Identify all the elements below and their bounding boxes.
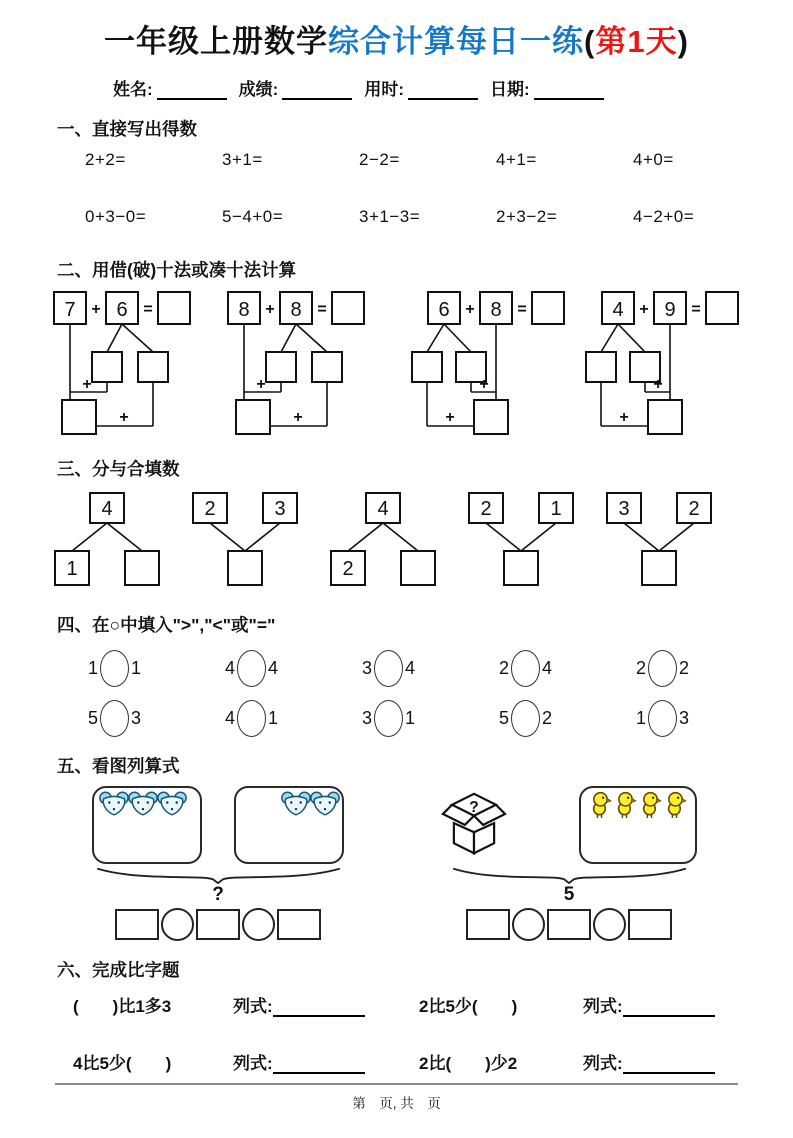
mice-pictures [92, 786, 344, 864]
compare-circle[interactable] [511, 700, 540, 737]
svg-text:+: + [479, 376, 489, 393]
svg-text:1: 1 [550, 498, 562, 520]
score-field: 成绩: [239, 75, 353, 100]
title-grade-part: 一年级上册数学 [104, 24, 329, 59]
svg-text:2: 2 [688, 498, 700, 520]
compare-circle[interactable] [374, 700, 403, 737]
mouse-icon [98, 791, 130, 816]
svg-text:+: + [639, 301, 649, 318]
formula-field: 列式: [233, 992, 419, 1017]
section4-row1 [0, 649, 793, 687]
number-split-diagram-3 [318, 489, 448, 594]
ten-method-diagram-3 [398, 288, 568, 438]
compare-item: 5 3 [88, 699, 225, 737]
compare-item: 4 1 [225, 699, 362, 737]
curly-brace [95, 867, 342, 884]
svg-text:+: + [293, 409, 303, 426]
compare-word-problem: 2比5少( ) [419, 997, 518, 1016]
score-blank[interactable] [282, 84, 352, 100]
svg-text:9: 9 [664, 299, 676, 321]
formula-field: 列式: [583, 1049, 778, 1074]
svg-text:4: 4 [101, 498, 113, 520]
expression: 5−4+0= [222, 207, 284, 226]
chick-icon [639, 791, 662, 818]
mice-group-1 [92, 786, 202, 864]
compare-circle[interactable] [511, 650, 540, 687]
compare-circle[interactable] [237, 700, 266, 737]
svg-text:2: 2 [204, 498, 216, 520]
chick-icon [664, 791, 687, 818]
formula-field: 列式: [233, 1049, 419, 1074]
section3-heading: 三、分与合填数 [57, 459, 180, 479]
operator-circle[interactable] [242, 908, 275, 941]
expression: 2+2= [85, 150, 126, 169]
equation-blanks [114, 908, 322, 941]
expression: 4+1= [496, 150, 537, 169]
section2-diagrams [0, 288, 793, 438]
svg-text:3: 3 [274, 498, 286, 520]
formula-blank[interactable] [623, 1058, 715, 1074]
answer-square[interactable] [628, 909, 672, 940]
picture-problem-mice [92, 786, 344, 941]
ten-method-diagram-2 [224, 288, 394, 438]
picture-problem-chicks [440, 786, 698, 941]
title-paren-close: ) [677, 24, 689, 59]
compare-item: 5 2 [499, 699, 636, 737]
expression: 4+0= [633, 150, 674, 169]
section4-row2 [0, 699, 793, 737]
svg-text:8: 8 [290, 299, 302, 321]
title-paren-open: ( [584, 24, 596, 59]
curly-brace [451, 867, 688, 884]
number-merge-diagram-5 [594, 489, 724, 594]
compare-circle[interactable] [100, 650, 129, 687]
total-label: 5 [563, 884, 575, 905]
compare-word-problem: ( )比1多3 [73, 997, 172, 1016]
name-field: 姓名: [113, 75, 227, 100]
section3-diagrams [0, 489, 793, 594]
compare-circle[interactable] [648, 650, 677, 687]
svg-text:2: 2 [480, 498, 492, 520]
section1-row1 [0, 150, 793, 170]
chick-icon [589, 791, 612, 818]
compare-item: 2 2 [636, 649, 773, 687]
section6-heading: 六、完成比字题 [57, 960, 180, 980]
answer-square[interactable] [547, 909, 591, 940]
expression: 3+1= [222, 150, 263, 169]
answer-square[interactable] [466, 909, 510, 940]
svg-text:6: 6 [116, 299, 128, 321]
page-title [0, 16, 793, 61]
compare-item: 4 4 [225, 649, 362, 687]
expression: 0+3−0= [85, 207, 147, 226]
time-blank[interactable] [408, 84, 478, 100]
ten-method-diagram-1 [50, 288, 220, 438]
expression: 2−2= [359, 150, 400, 169]
compare-item: 1 1 [88, 649, 225, 687]
svg-text:=: = [317, 301, 327, 318]
compare-circle[interactable] [237, 650, 266, 687]
compare-circle[interactable] [100, 700, 129, 737]
mouse-icon [127, 791, 159, 816]
svg-text:+: + [445, 409, 455, 426]
operator-circle[interactable] [593, 908, 626, 941]
name-blank[interactable] [157, 84, 227, 100]
svg-text:3: 3 [618, 498, 630, 520]
number-split-diagram-1 [42, 489, 172, 594]
chick-group [579, 786, 697, 864]
svg-text:1: 1 [66, 558, 78, 580]
answer-square[interactable] [196, 909, 240, 940]
equation-blanks [465, 908, 673, 941]
svg-text:8: 8 [490, 299, 502, 321]
footer-divider [55, 1083, 738, 1085]
svg-text:+: + [119, 409, 129, 426]
expression: 3+1−3= [359, 207, 421, 226]
chick-icon [614, 791, 637, 818]
compare-item: 1 3 [636, 699, 773, 737]
svg-text:?: ? [469, 799, 479, 817]
operator-circle[interactable] [161, 908, 194, 941]
date-field: 日期: [490, 75, 604, 100]
formula-blank[interactable] [273, 1001, 365, 1017]
svg-text:=: = [691, 301, 701, 318]
answer-square[interactable] [115, 909, 159, 940]
info-row [0, 75, 793, 100]
section2-heading: 二、用借(破)十法或凑十法计算 [57, 260, 297, 280]
operator-circle[interactable] [512, 908, 545, 941]
mouse-icon [309, 791, 341, 816]
compare-item: 2 4 [499, 649, 636, 687]
svg-text:6: 6 [438, 299, 450, 321]
page-number-text: 第 页, 共 页 [352, 1096, 441, 1111]
svg-text:+: + [465, 301, 475, 318]
page-footer [0, 1083, 793, 1112]
section1-row2 [0, 207, 793, 227]
number-merge-diagram-2 [180, 489, 310, 594]
svg-text:+: + [82, 376, 92, 393]
formula-field: 列式: [583, 992, 778, 1017]
svg-text:8: 8 [238, 299, 250, 321]
total-label: ? [212, 884, 224, 905]
formula-blank[interactable] [273, 1058, 365, 1074]
number-merge-diagram-4 [456, 489, 586, 594]
svg-text:7: 7 [64, 299, 76, 321]
svg-text:+: + [256, 376, 266, 393]
compare-item: 3 4 [362, 649, 499, 687]
title-topic-part: 综合计算每日一练 [328, 24, 585, 59]
svg-text:+: + [91, 301, 101, 318]
compare-word-problem: 2比( )少2 [419, 1054, 518, 1073]
answer-square[interactable] [277, 909, 321, 940]
date-blank[interactable] [534, 84, 604, 100]
section1-heading: 一、直接写出得数 [57, 119, 197, 139]
formula-blank[interactable] [623, 1001, 715, 1017]
compare-item: 3 1 [362, 699, 499, 737]
time-field: 用时: [364, 75, 478, 100]
svg-text:4: 4 [377, 498, 389, 520]
compare-circle[interactable] [648, 700, 677, 737]
compare-word-problem: 4比5少( ) [73, 1054, 172, 1073]
expression: 4−2+0= [633, 207, 695, 226]
mystery-box-icon [441, 792, 507, 856]
mouse-icon [156, 791, 188, 816]
svg-text:4: 4 [612, 299, 624, 321]
section4-heading: 四、在○中填入">","<"或"=" [57, 615, 276, 635]
svg-text:=: = [517, 301, 527, 318]
mice-group-2 [234, 786, 344, 864]
svg-text:+: + [265, 301, 275, 318]
svg-text:2: 2 [342, 558, 354, 580]
chick-pictures [441, 786, 697, 864]
svg-text:+: + [653, 376, 663, 393]
svg-text:+: + [619, 409, 629, 426]
section5-heading: 五、看图列算式 [57, 756, 180, 776]
ten-method-diagram-4 [572, 288, 742, 438]
title-day-part: 第1天 [595, 24, 678, 59]
svg-text:=: = [143, 301, 153, 318]
section6-grid [0, 992, 793, 1074]
expression: 2+3−2= [496, 207, 558, 226]
section5-problems [0, 786, 793, 941]
compare-circle[interactable] [374, 650, 403, 687]
mouse-icon [280, 791, 312, 816]
